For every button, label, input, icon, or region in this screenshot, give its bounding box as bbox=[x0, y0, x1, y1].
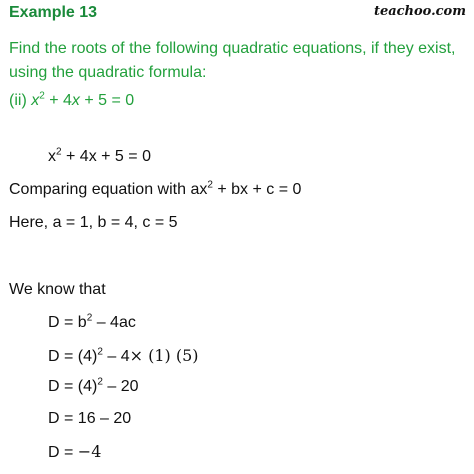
question-line-1: Find the roots of the following quadratic equations, if they exist, bbox=[9, 40, 456, 57]
eq-mid: + 4 bbox=[44, 92, 72, 109]
d2-mid: – 4 bbox=[102, 348, 130, 365]
compare-post: + bx + c = 0 bbox=[212, 181, 302, 198]
d3-pre: D = (4) bbox=[48, 378, 98, 395]
discriminant-formula bbox=[48, 314, 136, 332]
discriminant-result bbox=[48, 442, 101, 462]
question-line-2: using the quadratic formula: bbox=[9, 64, 207, 81]
given-rest: + 4x + 5 = 0 bbox=[61, 148, 151, 165]
part-label: (ii) bbox=[9, 92, 32, 109]
we-know-line: We know that bbox=[9, 281, 106, 298]
d2-exponent: 2 bbox=[97, 346, 103, 358]
d1-post: – 4ac bbox=[92, 314, 136, 331]
discriminant-step-3 bbox=[48, 378, 139, 396]
d5-pre: D = bbox=[48, 444, 78, 461]
coefficients-line: Here, a = 1, b = 4, c = 5 bbox=[9, 214, 178, 231]
d2-math: × (1) (5) bbox=[129, 346, 199, 365]
given-exponent: 2 bbox=[56, 146, 62, 158]
eq-x: x bbox=[31, 92, 40, 109]
d3-post: – 20 bbox=[102, 378, 139, 395]
d5-value: −4 bbox=[77, 442, 102, 461]
compare-pre: Comparing equation with ax bbox=[9, 181, 208, 198]
d1-pre: D = b bbox=[48, 314, 87, 331]
d3-exponent: 2 bbox=[97, 376, 103, 388]
given-equation bbox=[48, 148, 151, 166]
discriminant-substitution bbox=[48, 346, 199, 366]
eq-end: + 5 = 0 bbox=[79, 92, 135, 109]
d1-exponent: 2 bbox=[86, 312, 93, 324]
compare-line bbox=[9, 181, 301, 199]
d2-pre: D = (4) bbox=[48, 348, 98, 365]
discriminant-step-4: D = 16 – 20 bbox=[48, 410, 132, 427]
compare-exponent: 2 bbox=[207, 179, 213, 191]
eq-exponent: 2 bbox=[39, 90, 45, 102]
example-title: Example 13 bbox=[9, 4, 98, 21]
teachoo-logo: teachoo.com bbox=[373, 4, 466, 19]
given-x: x bbox=[48, 148, 56, 165]
question-equation bbox=[9, 92, 134, 110]
eq-x-2: x bbox=[71, 92, 80, 109]
